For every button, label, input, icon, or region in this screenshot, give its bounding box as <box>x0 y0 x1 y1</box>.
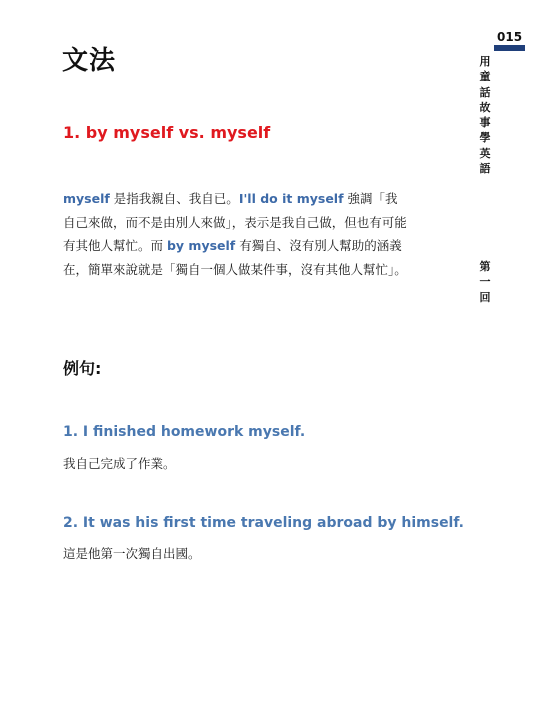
paragraph-text: 是指我親自、我自已。 <box>109 191 239 206</box>
section-heading: 1. by myself vs. myself <box>63 123 271 142</box>
grammar-paragraph <box>63 187 408 281</box>
example-english-1: 1. I finished homework myself. <box>63 424 306 440</box>
example-chinese-2: 這是他第一次獨自出國。 <box>63 546 201 561</box>
examples-heading: 例句: <box>63 359 102 378</box>
side-book-title: 用童話故事學英語 <box>479 55 491 176</box>
paragraph-text: 強調「我自己來做，而不是由別人來做」，表示是我自己做，但也有可能有其他人幫忙。而 <box>63 191 407 253</box>
side-chapter-label: 第一回 <box>479 260 491 304</box>
page-number-bar <box>494 45 525 51</box>
keyword-by-myself: by myself <box>166 238 236 253</box>
keyword-ill-do-it-myself: I'll do it myself <box>238 191 344 206</box>
example-english-2: 2. It was his first time traveling abroad by himself. <box>63 515 465 531</box>
page-number: 015 <box>497 30 523 44</box>
example-chinese-1: 我自己完成了作業。 <box>63 456 176 471</box>
page-title: 文法 <box>62 46 117 76</box>
paragraph-text: 有獨自、沒有別人幫助的涵義在，簡單來說就是「獨自一個人做某件事，沒有其他人幫忙」。 <box>63 238 407 277</box>
keyword-myself: myself <box>63 191 110 206</box>
